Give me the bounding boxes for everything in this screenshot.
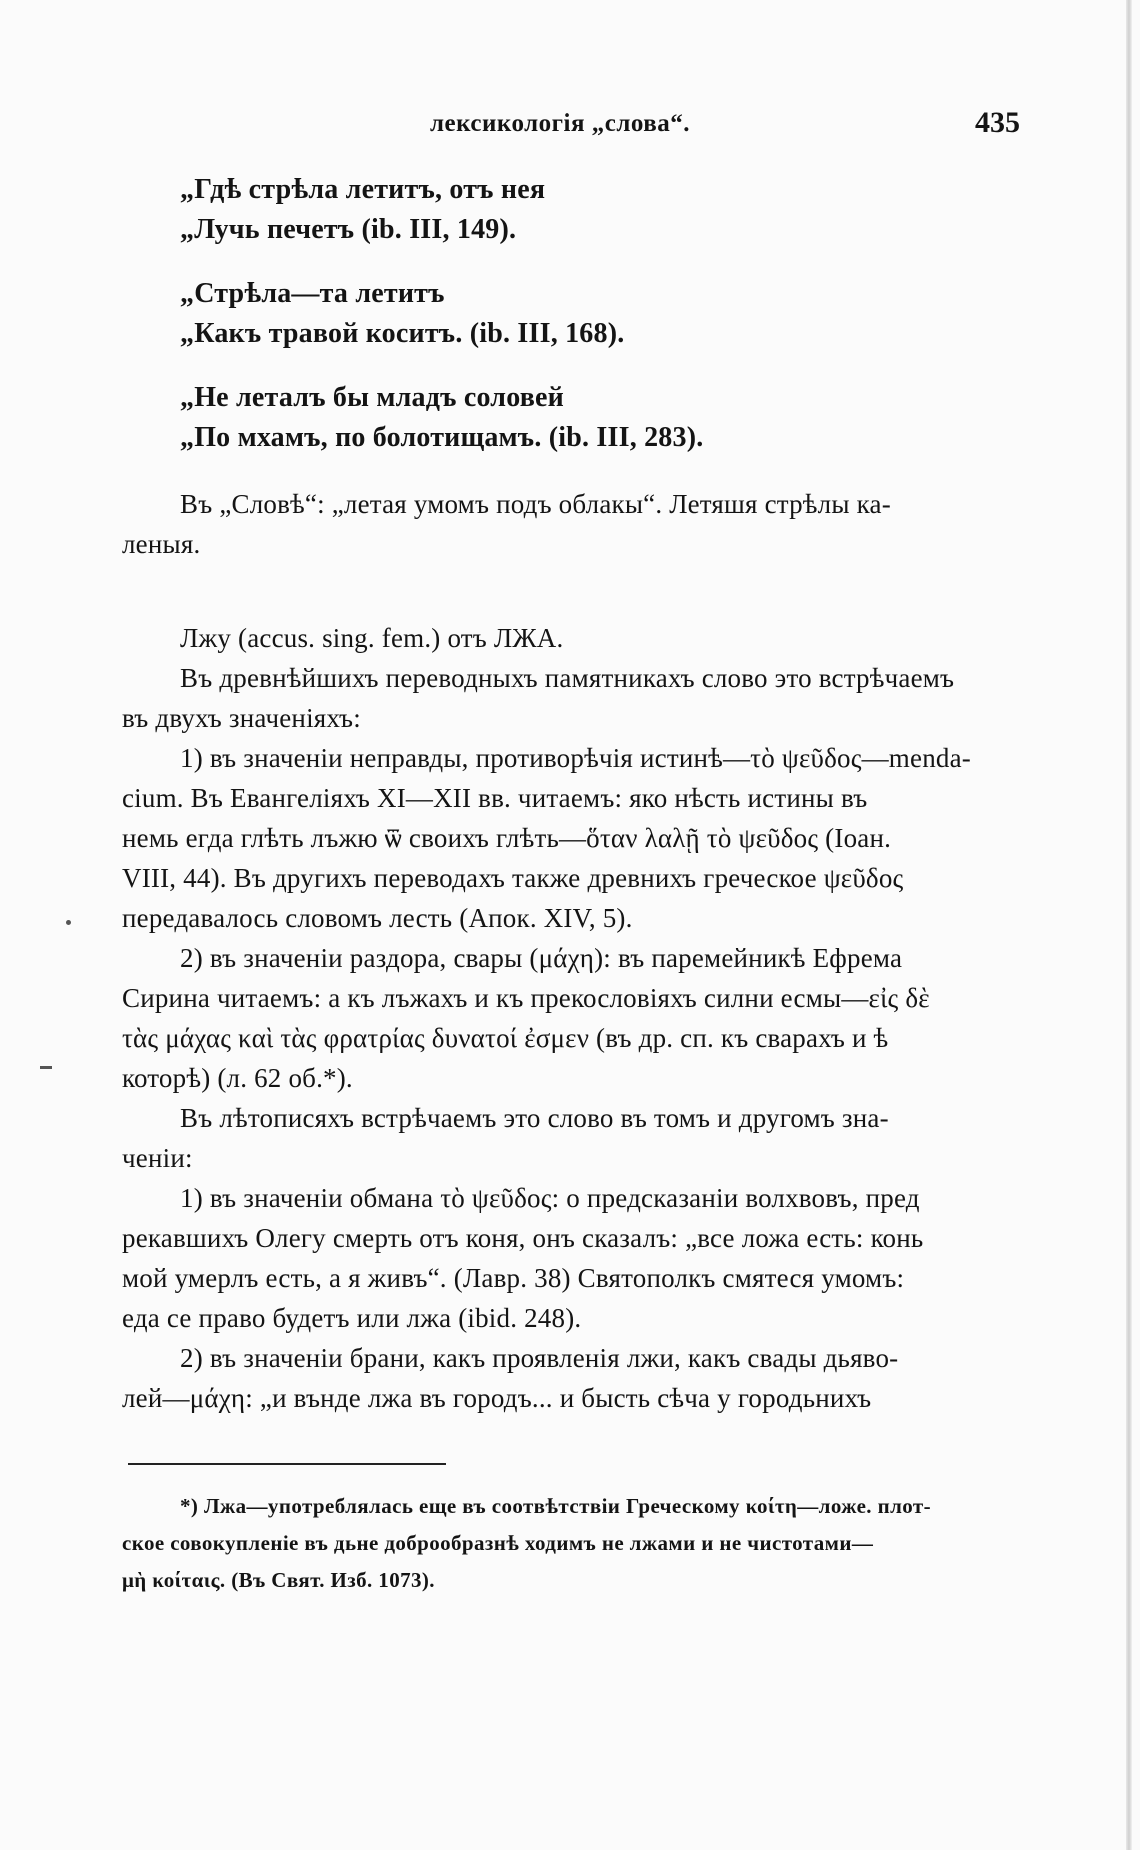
scan-mark <box>40 1066 52 1069</box>
verse-quote-1 <box>122 170 1022 250</box>
verse-quote-3 <box>122 378 1022 458</box>
page-number: 435 <box>975 106 1020 139</box>
text-line: немь егда глѣть лъжю ѿ своихъ глѣть—ὅταν λαλῇ τὸ ψεῦδος (Іоан. <box>122 823 892 853</box>
footnote-line: *) Лжа—употреблялась еще въ соотвѣтствіи Греческому κοίτη—ложе. плот- <box>180 1494 932 1518</box>
text-line: 1) въ значеніи обмана τὸ ψεῦδος: о предсказаніи волхвовъ, пред <box>180 1183 920 1213</box>
verse-line: „Гдѣ стрѣла летитъ, отъ нея <box>180 174 546 205</box>
text-line: рекавшихъ Олегу смерть отъ коня, онъ сказалъ: „все ложа есть: конь <box>122 1223 924 1253</box>
text-line: Сирина читаемъ: а къ лъжахъ и къ прекословіяхъ силни есмы—εἰς δὲ <box>122 983 930 1013</box>
running-title: лексикологія „слова“. <box>430 110 690 137</box>
text-line: 2) въ значеніи раздора, свары (μάχη): въ паремейникѣ Ефрема <box>180 943 903 973</box>
text-line: Въ древнѣйшихъ переводныхъ памятникахъ слово это встрѣчаемъ <box>180 663 955 693</box>
text-line: лей—μάχη: „и вънде лжа въ городъ... и бысть сѣча у городьнихъ <box>122 1383 872 1413</box>
verse-quote-2 <box>122 274 1022 354</box>
text-line: Въ „Словѣ“: „летая умомъ подъ облакы“. Летяшя стрѣлы ка- <box>180 489 891 519</box>
text-line: Въ лѣтописяхъ встрѣчаемъ это слово въ томъ и другомъ зна- <box>180 1103 889 1133</box>
verse-line: „Не леталъ бы младъ соловей <box>180 382 565 413</box>
page-edge <box>1126 0 1132 1850</box>
verse-line: „Лучь печетъ (ib. III, 149). <box>180 214 517 245</box>
text-line: въ двухъ значеніяхъ: <box>122 703 361 733</box>
text-line: еда се право будетъ или лжа (ibid. 248). <box>122 1303 582 1333</box>
scan-mark <box>66 920 71 925</box>
text-line: VIII, 44). Въ другихъ переводахъ также древнихъ греческое ψεῦδος <box>122 863 904 893</box>
slovo-paragraph <box>122 484 1022 564</box>
text-line: τὰς μάχας καὶ τὰς φρατρίας δυνατοί ἐσμεν (въ др. сп. къ сварахъ и ѣ <box>122 1023 889 1053</box>
text-line: 2) въ значеніи брани, какъ проявленія лжи, какъ свады дьяво- <box>180 1343 899 1373</box>
verse-line: „Стрѣла—та летитъ <box>180 278 445 309</box>
verse-line: „По мхамъ, по болотищамъ. (ib. III, 283). <box>180 422 704 453</box>
text-line: ченіи: <box>122 1143 193 1173</box>
page-header <box>200 106 1020 144</box>
text-line: передавалось словомъ лесть (Апок. XIV, 5). <box>122 903 633 933</box>
footnote <box>122 1488 1022 1599</box>
footnote-rule <box>128 1463 446 1465</box>
footnote-line: ское совокупленіе въ дьне доброобразнѣ ходимъ не лжами и не чистотами— <box>122 1531 874 1555</box>
text-line: cium. Въ Евангеліяхъ XI—XII вв. читаемъ: яко нѣсть истины въ <box>122 783 868 813</box>
text-line: леныя. <box>122 529 201 559</box>
text-line: 1) въ значеніи неправды, противорѣчія истинѣ—τὸ ψεῦδος—menda- <box>180 743 971 773</box>
text-line: которѣ) (л. 62 об.*). <box>122 1063 353 1093</box>
entry-headword-line: Лжу (accus. sing. fem.) отъ ЛЖА. <box>180 623 564 653</box>
verse-line: „Какъ травой коситъ. (ib. III, 168). <box>180 318 625 349</box>
footnote-line: μὴ κοίταις. (Въ Свят. Изб. 1073). <box>122 1568 435 1592</box>
entry-lzhu <box>122 618 1022 1418</box>
text-line: мой умерлъ есть, а я живъ“. (Лавр. 38) Святополкъ смятеся умомъ: <box>122 1263 905 1293</box>
